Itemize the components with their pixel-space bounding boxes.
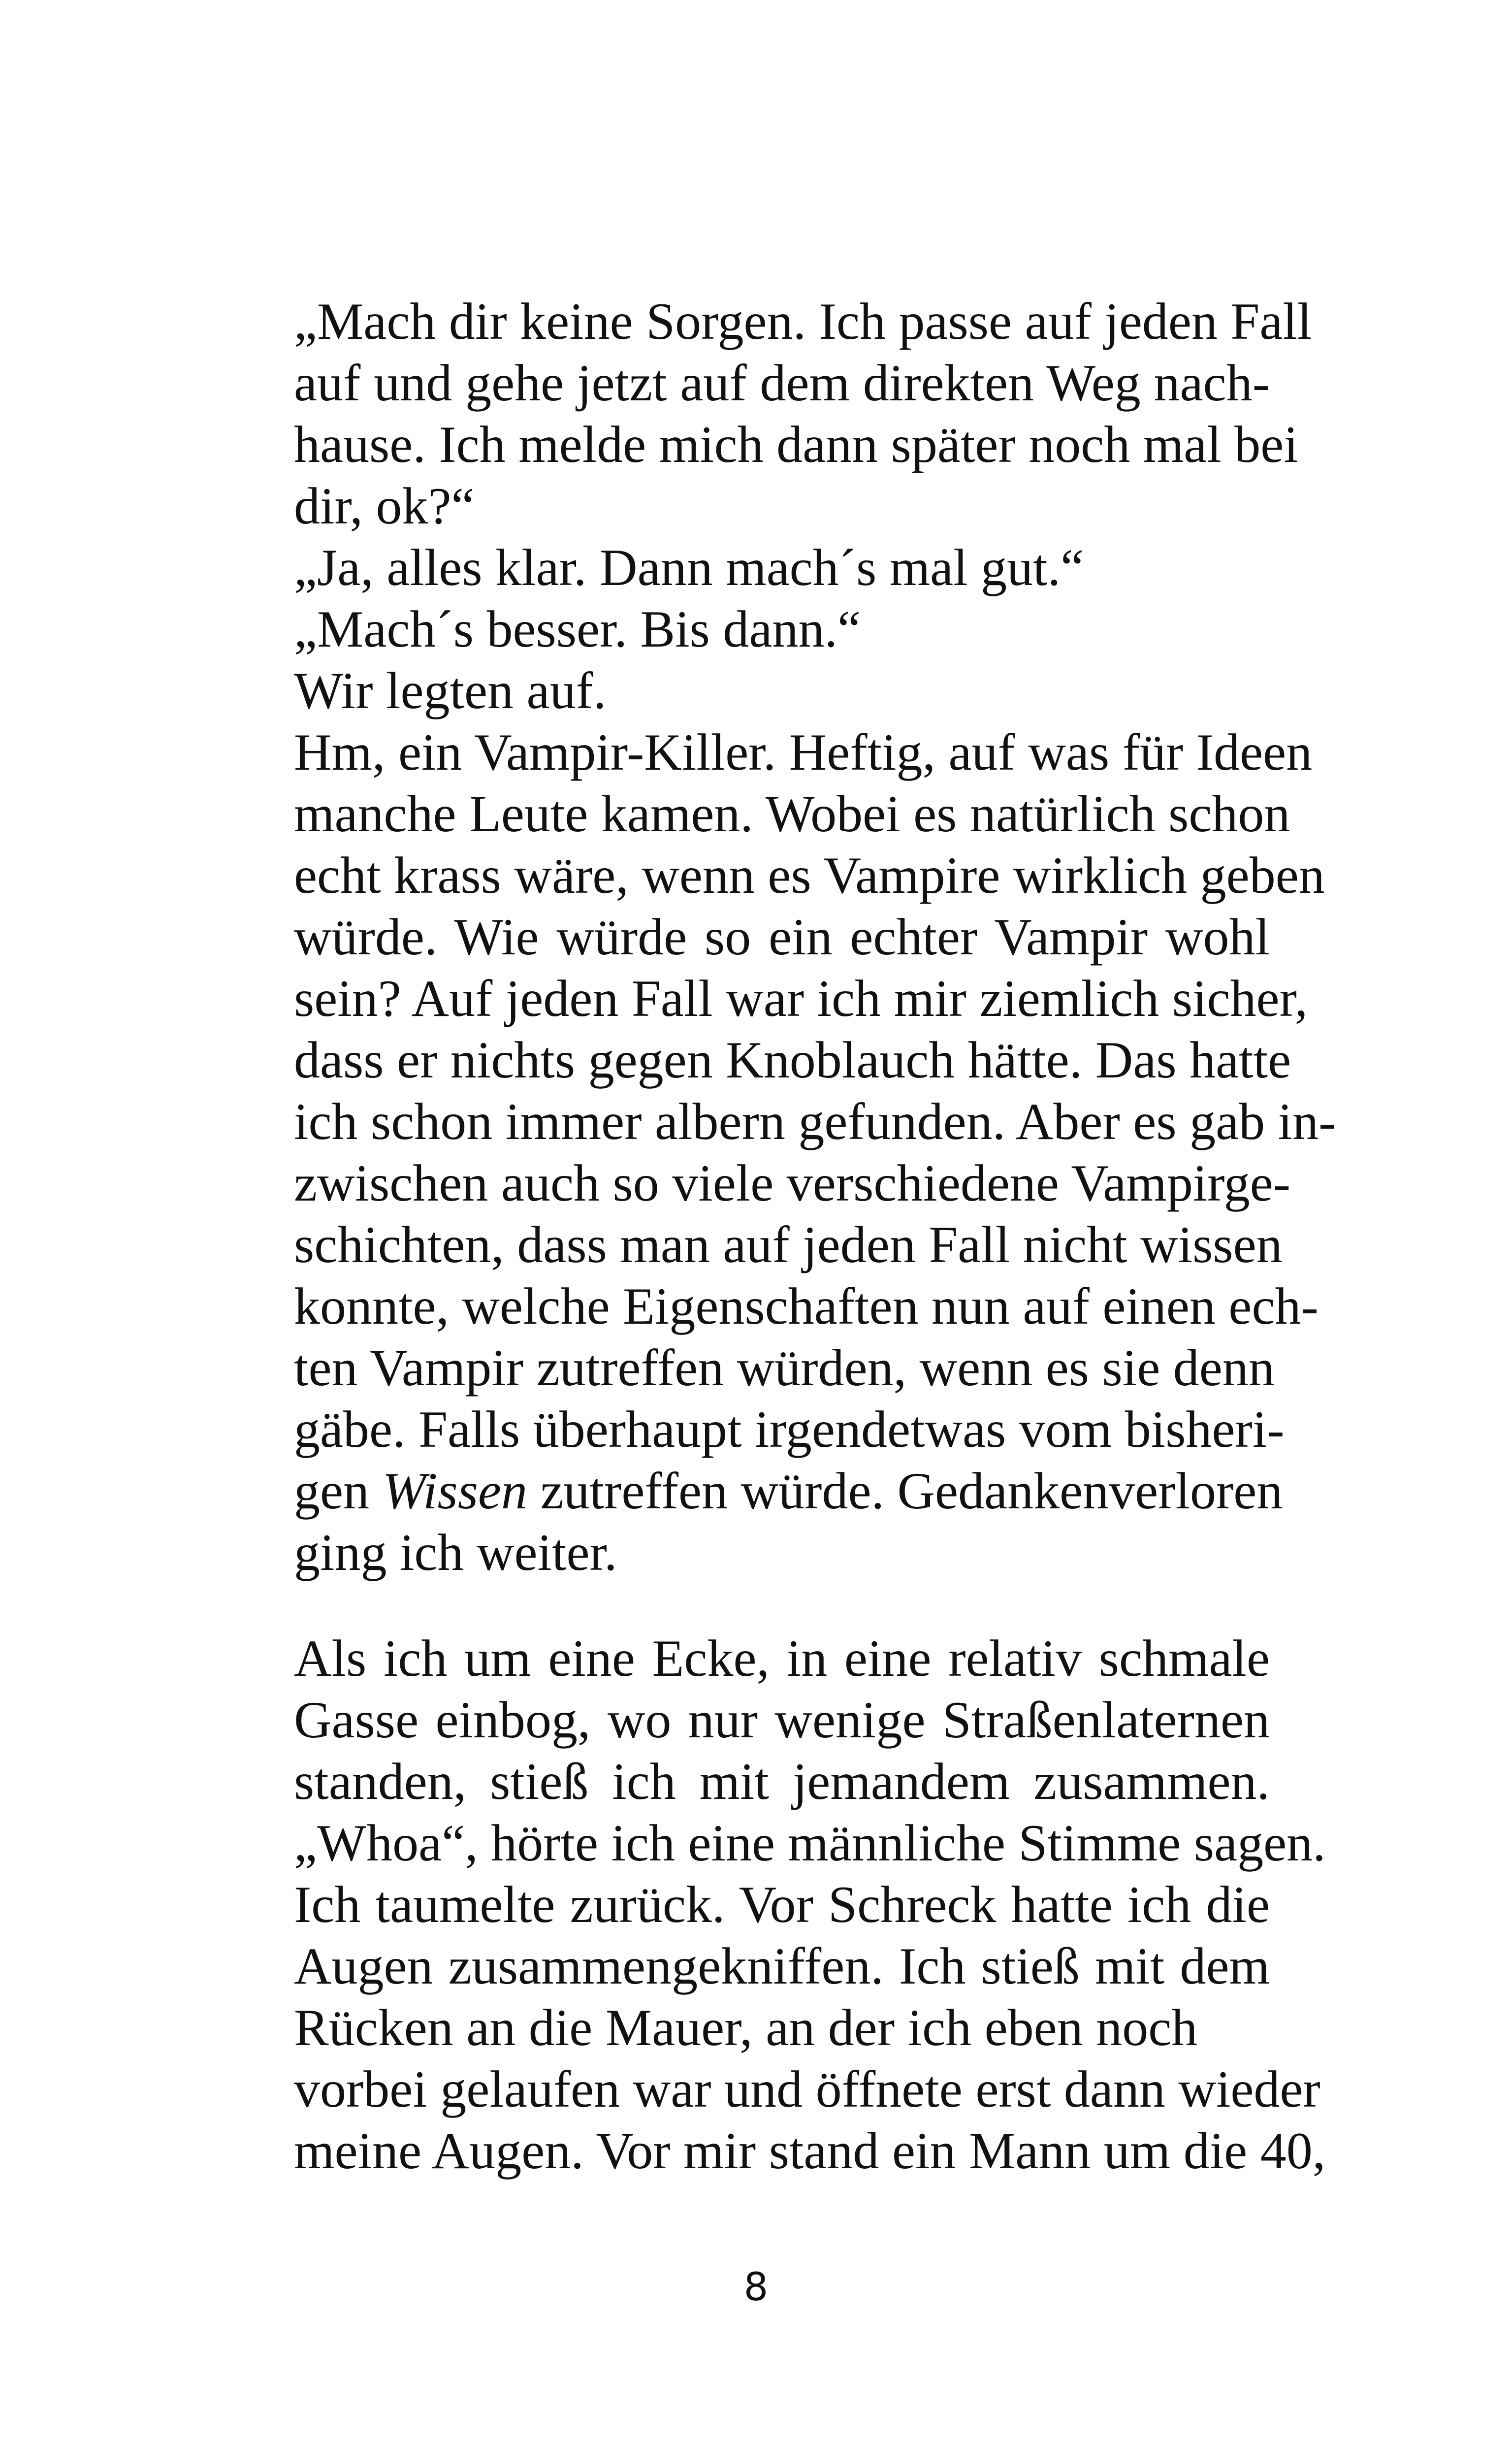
text-line: „Mach dir keine Sorgen. Ich passe auf jeden Fall xyxy=(294,293,1312,350)
text-line: würde. Wie würde so ein echter Vampir wohl xyxy=(294,908,1270,966)
text-line: ging ich weiter. xyxy=(294,1524,617,1581)
text-line: ich schon immer albern gefunden. Aber es gab in- xyxy=(294,1093,1336,1150)
text-line: Rücken an die Mauer, an der ich eben noch xyxy=(294,1999,1198,2056)
text-line: dir, ok?“ xyxy=(294,477,475,535)
text-line: sein? Auf jeden Fall war ich mir ziemlich sicher, xyxy=(294,970,1308,1027)
page-number: 8 xyxy=(743,2265,769,2310)
text-line: Wir legten auf. xyxy=(294,662,607,719)
text-line: Gasse einbog, wo nur wenige Straßenlaternen xyxy=(294,1691,1270,1749)
text-line: Ich taumelte zurück. Vor Schreck hatte ich die xyxy=(294,1876,1270,1933)
paragraph-2 xyxy=(294,1628,1326,2182)
line-segment: zutreffen würde. Gedankenverloren xyxy=(527,1462,1283,1520)
text-line: zwischen auch so viele verschiedene Vampirge- xyxy=(294,1154,1291,1212)
text-line: dass er nichts gegen Knoblauch hätte. Das hatte xyxy=(294,1031,1291,1089)
line-segment: gen xyxy=(294,1462,383,1520)
text-line: konnte, welche Eigenschaften nun auf einen ech- xyxy=(294,1277,1319,1335)
text-line: echt krass wäre, wenn es Vampire wirklich geben xyxy=(294,847,1325,904)
text-line: schichten, dass man auf jeden Fall nicht wissen xyxy=(294,1216,1283,1273)
text-line: Als ich um eine Ecke, in eine relativ schmale xyxy=(294,1629,1270,1687)
text-line: meine Augen. Vor mir stand ein Mann um die 40, xyxy=(294,2122,1326,2180)
text-line: „Ja, alles klar. Dann mach´s mal gut.“ xyxy=(294,539,1084,596)
paragraph-1 xyxy=(294,291,1336,1583)
text-line: standen, stieß ich mit jemandem zusammen. xyxy=(294,1753,1270,1810)
text-line: manche Leute kamen. Wobei es natürlich schon xyxy=(294,785,1290,843)
text-line: gäbe. Falls überhaupt irgendetwas vom bisheri- xyxy=(294,1401,1285,1458)
italic-word: Wissen xyxy=(382,1462,528,1520)
text-line: Hm, ein Vampir-Killer. Heftig, auf was für Ideen xyxy=(294,723,1313,781)
text-line: ten Vampir zutreffen würden, wenn es sie denn xyxy=(294,1339,1275,1397)
text-line: auf und gehe jetzt auf dem direkten Weg nach- xyxy=(294,354,1270,412)
text-line: „Whoa“, hörte ich eine männliche Stimme sagen. xyxy=(294,1814,1326,1872)
text-line-with-italic xyxy=(294,1460,1283,1522)
text-line: „Mach´s besser. Bis dann.“ xyxy=(294,600,861,658)
text-line: Augen zusammengekniffen. Ich stieß mit dem xyxy=(294,1937,1270,1995)
text-line: hause. Ich melde mich dann später noch mal bei xyxy=(294,416,1298,473)
text-line: vorbei gelaufen war und öffnete erst dann wieder xyxy=(294,2060,1320,2118)
